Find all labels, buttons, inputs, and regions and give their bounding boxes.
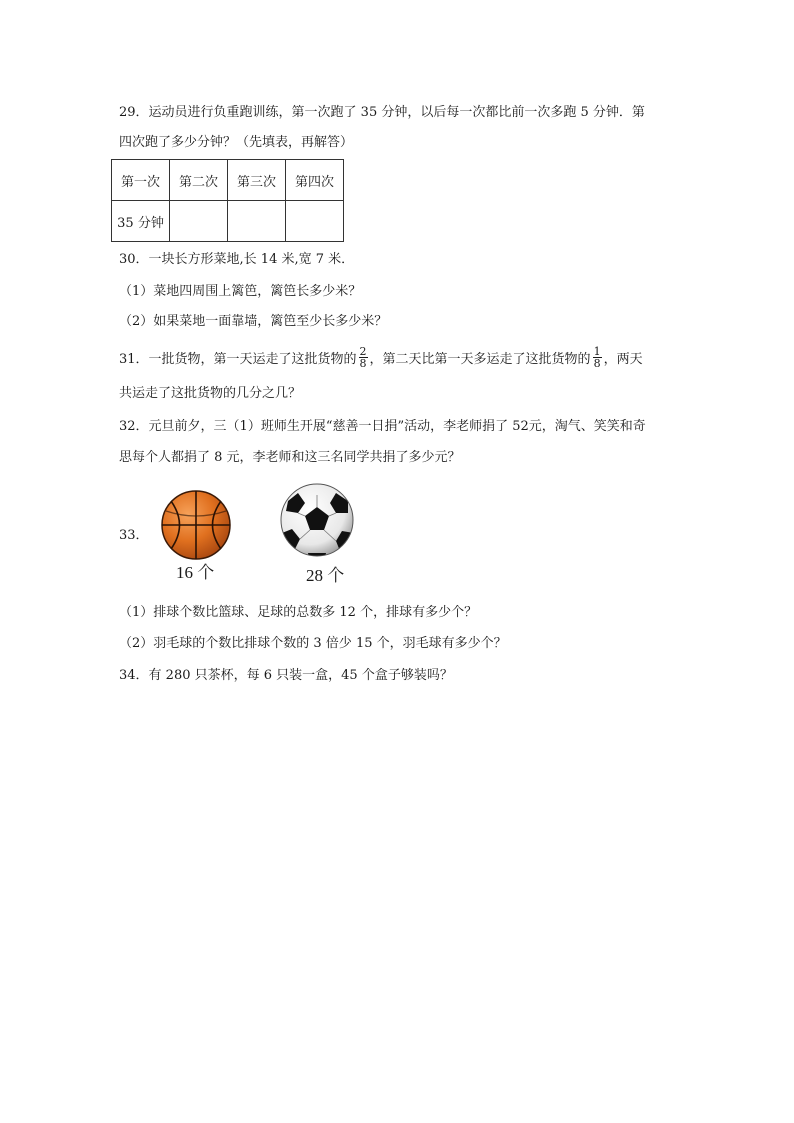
q33-sub-1: （1）排球个数比篮球、足球的总数多 12 个，排球有多少个？: [119, 605, 478, 620]
q29-line-1: 29．运动员进行负重跑训练，第一次跑了 35 分钟，以后每一次都比前一次多跑 5 分钟．第: [119, 105, 645, 120]
table-value-cell: 35 分钟: [112, 201, 170, 242]
table-value-cell: [170, 201, 228, 242]
q32-line-2: 思每个人都捐了 8 元，李老师和这三名同学共捐了多少元？: [119, 450, 461, 465]
basketball-count: 16 个: [176, 563, 215, 582]
table-value-row: [112, 201, 344, 242]
table-header-cell: 第三次: [228, 160, 286, 201]
fraction-two-eighths: [359, 346, 368, 369]
q31-text-part-3: ，两天: [603, 352, 643, 367]
table-header-cell: 第二次: [170, 160, 228, 201]
fraction-denominator: 8: [359, 357, 367, 370]
q34-line-1: 34．有 280 只茶杯，每 6 只装一盒，45 个盒子够装吗？: [119, 668, 453, 683]
fraction-one-eighth: [593, 346, 602, 369]
table-value-cell: [286, 201, 344, 242]
q30-sub-1: （1）菜地四周围上篱笆，篱笆长多少米？: [119, 284, 362, 299]
q30-sub-2: （2）如果菜地一面靠墙，篱笆至少长多少米？: [119, 314, 388, 329]
table-header-cell: 第四次: [286, 160, 344, 201]
fraction-numerator: 1: [593, 345, 601, 358]
q33-label: 33．: [119, 528, 149, 543]
table-header-cell: 第一次: [112, 160, 170, 201]
q31-text-part-1: 31．一批货物，第一天运走了这批货物的: [119, 352, 357, 367]
basketball-icon: [158, 487, 234, 563]
table-header-row: [112, 160, 344, 201]
soccer-ball-count: 28 个: [306, 566, 345, 585]
q32-line-1: 32．元旦前夕，三（1）班师生开展“慈善一日捐”活动，李老师捐了 52元，淘气、笑笑和奇: [119, 419, 646, 434]
soccer-ball-icon: [278, 481, 356, 559]
q29-line-2: 四次跑了多少分钟？（先填表，再解答）: [119, 135, 354, 150]
fraction-numerator: 2: [359, 345, 367, 358]
table-value-cell: [228, 201, 286, 242]
q31-text-part-2: ，第二天比第一天多运走了这批货物的: [369, 352, 591, 367]
q31-line-2: 共运走了这批货物的几分之几？: [119, 386, 302, 401]
q33-sub-2: （2）羽毛球的个数比排球个数的 3 倍少 15 个，羽毛球有多少个？: [119, 636, 507, 651]
q30-line-1: 30．一块长方形菜地,长 14 米,宽 7 米．: [119, 252, 355, 267]
q29-table: [111, 159, 344, 242]
q31-line-1: [119, 345, 643, 371]
fraction-denominator: 8: [593, 357, 601, 370]
